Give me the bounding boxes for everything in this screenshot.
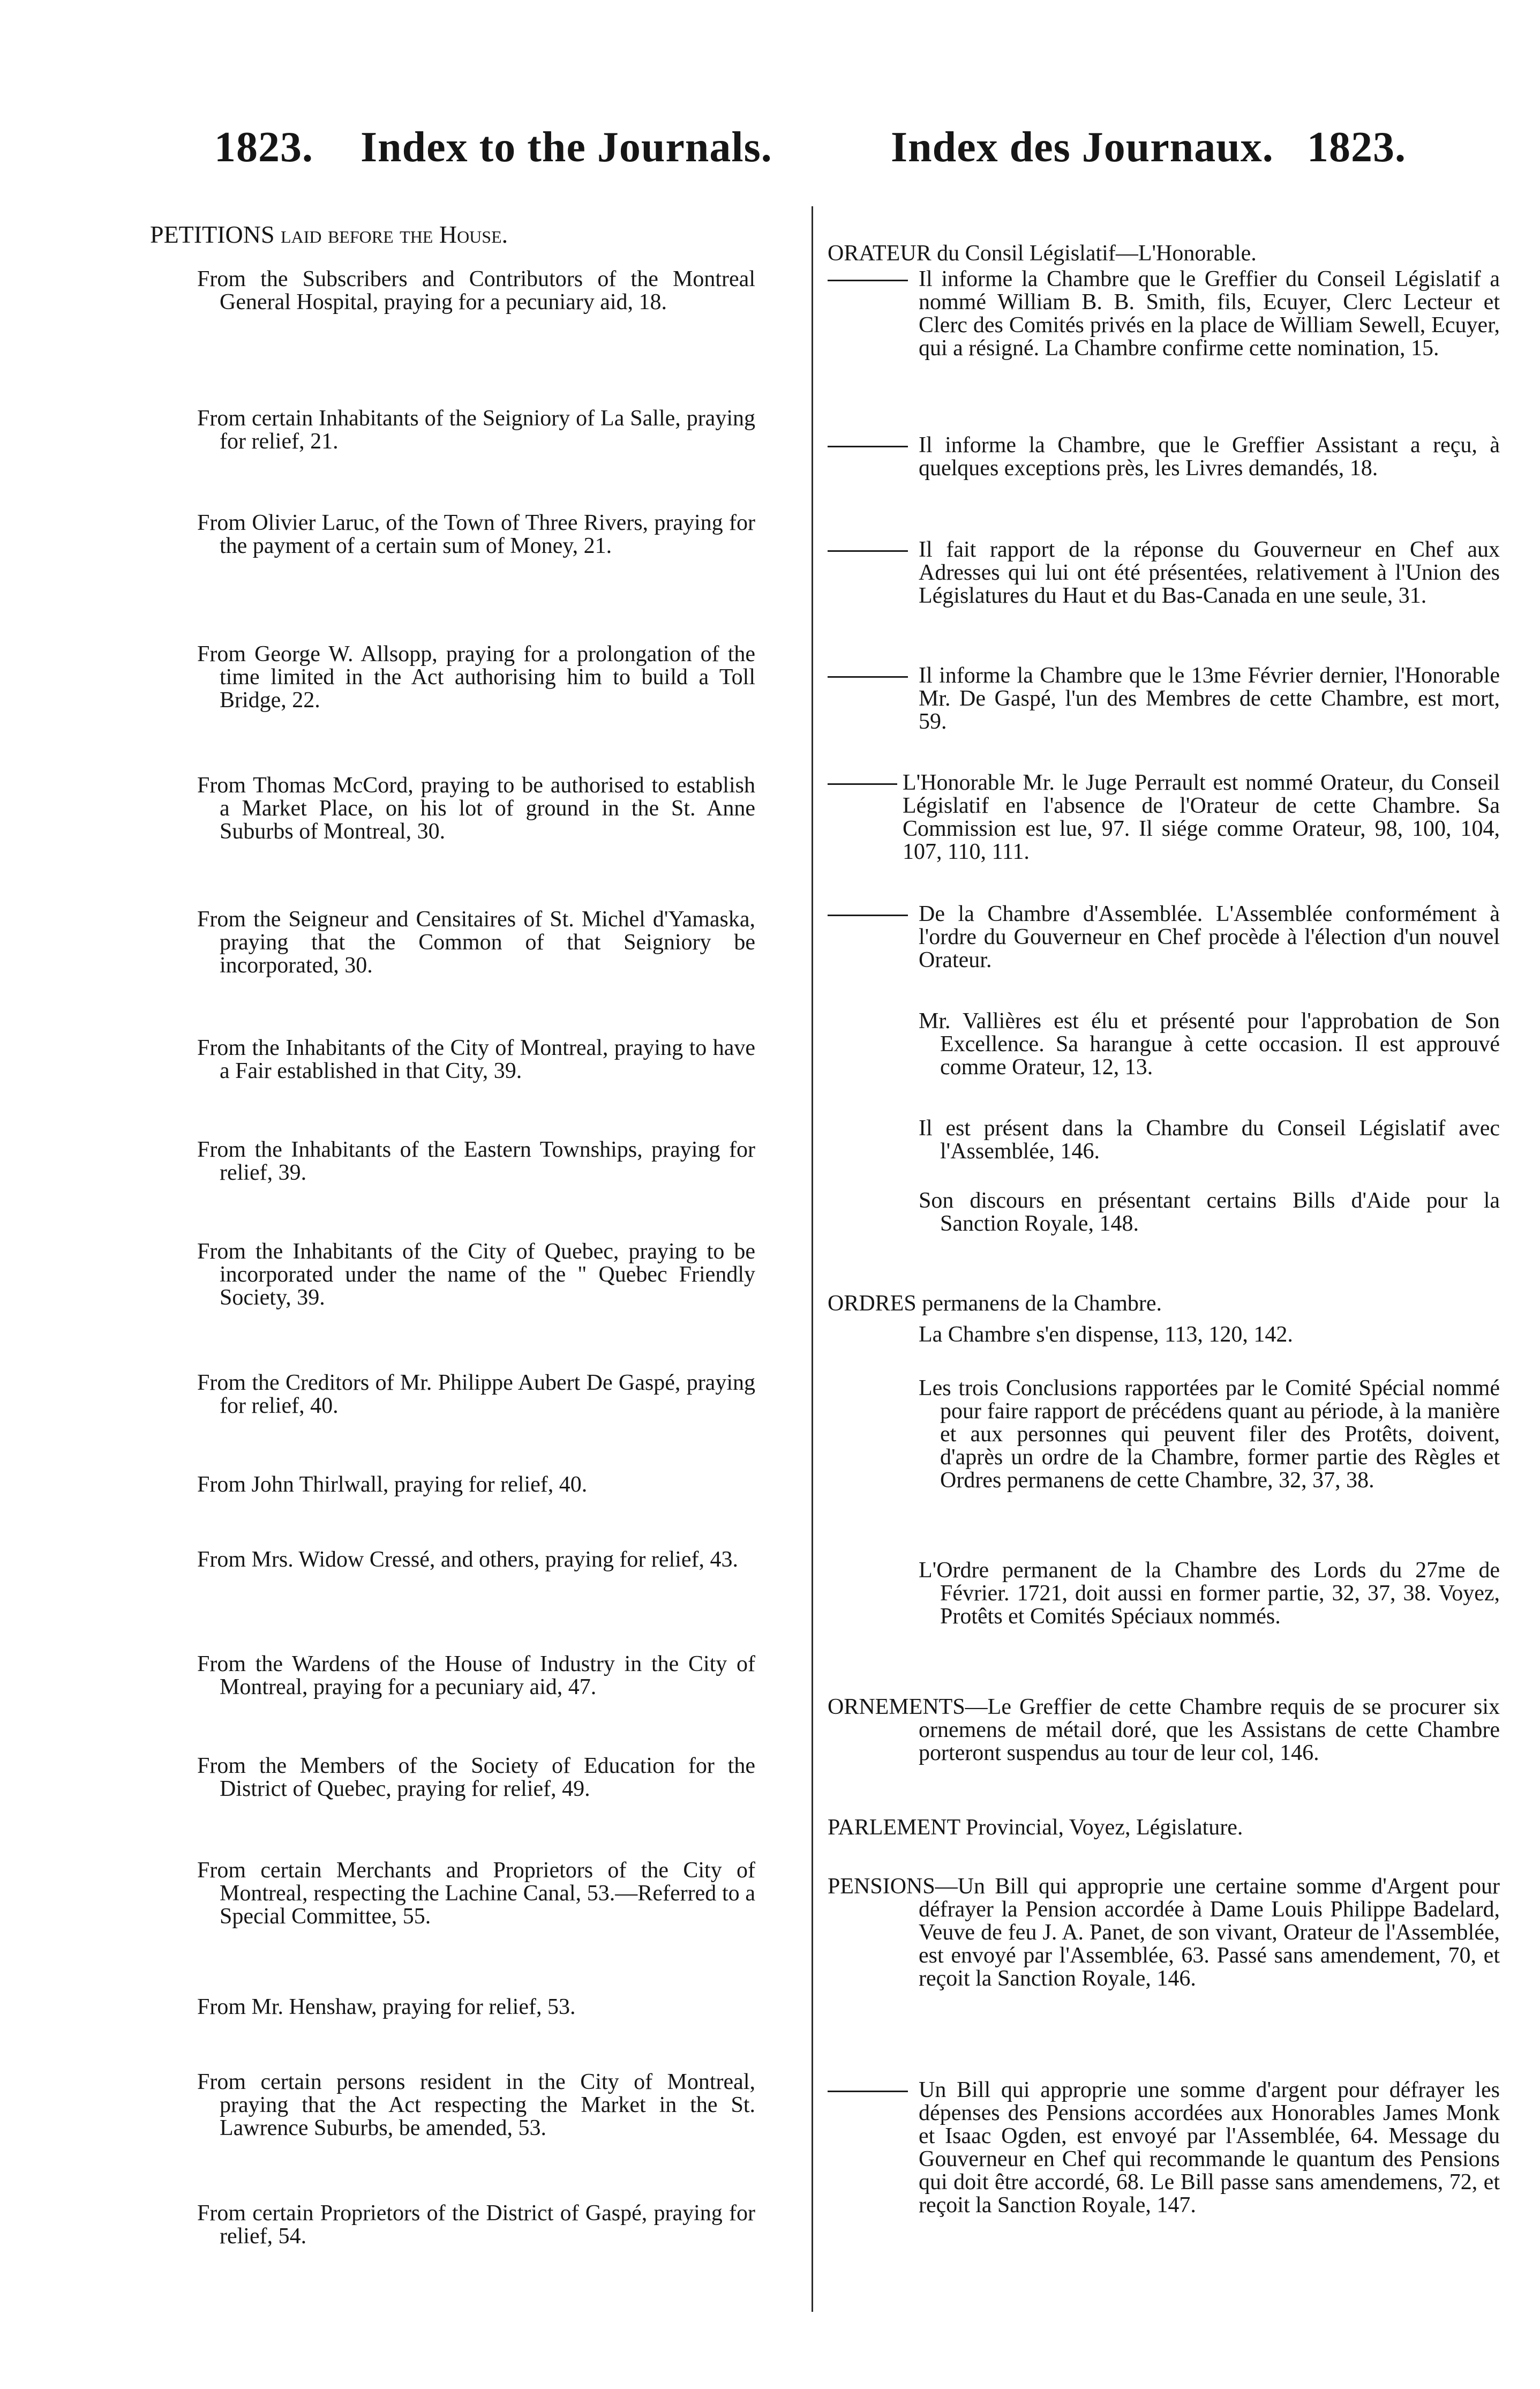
- header-title-english: Index to the Journals.: [360, 124, 772, 171]
- orateur-entry: [828, 538, 1500, 608]
- ordres-entry: Les trois Conclusions rapportées par le Comité Spécial nommé pour faire rapport de précédens quant au période, à la manière et aux personnes qui peuvent filer des Protêts, doivent, d'après un ordre de la Chambre, former partie des Règles et Ordres permanens de cette Chambre, 32, 37, 38.: [919, 1376, 1500, 1493]
- pensions-subentry: [828, 2079, 1500, 2217]
- petition-entry: From certain persons resident in the City of Montreal, praying that the Act respecting the Market in the St. Lawrence Suburbs, be amended, 53.: [197, 2070, 755, 2140]
- header-year-right: 1823.: [1307, 124, 1406, 171]
- petition-entry: From Olivier Laruc, of the Town of Three Rivers, praying for the payment of a certain sum of Money, 21.: [197, 511, 755, 558]
- orateur-subentry: Mr. Vallières est élu et présenté pour l'approbation de Son Excellence. Sa harangue à cette occasion. Il est approuvé comme Orateur, 12, 13.: [919, 1009, 1500, 1080]
- orateur-assemblee-entry: [828, 903, 1500, 972]
- orateur-subentry: Son discours en présentant certains Bills d'Aide pour la Sanction Royale, 148.: [919, 1188, 1500, 1236]
- petition-entry: From the Creditors of Mr. Philippe Aubert De Gaspé, praying for relief, 40.: [197, 1371, 755, 1418]
- petition-entry: From George W. Allsopp, praying for a prolongation of the time limited in the Act authorising him to build a Toll Bridge, 22.: [197, 642, 755, 713]
- orateur-heading: ORATEUR du Consil Législatif—L'Honorable.: [828, 241, 1257, 266]
- ornements-entry: ORNEMENTS—Le Greffier de cette Chambre requis de se procurer six ornemens de métail doré, que les Assistans de cette Chambre porteront suspendus au tour de leur col, 146.: [828, 1695, 1500, 1765]
- orateur-entry: [828, 434, 1500, 480]
- orateur-entry-text: Il informe la Chambre, que le Greffier Assistant a reçu, à quelques exceptions près, les Livres demandés, 18.: [919, 433, 1500, 481]
- ditto-rule: [828, 783, 897, 785]
- petition-entry: From Mr. Henshaw, praying for relief, 53.: [197, 1995, 576, 2019]
- petition-entry: From the Subscribers and Contributors of the Montreal General Hospital, praying for a pecuniary aid, 18.: [197, 267, 755, 314]
- column-divider: [812, 206, 813, 2312]
- petition-entry: From the Wardens of the House of Industry in the City of Montreal, praying for a pecuniary aid, 47.: [197, 1652, 755, 1699]
- orateur-entry-text: Il fait rapport de la réponse du Gouverneur en Chef aux Adresses qui lui ont été présentées, relativement à l'Union des Législatures du Haut et du Bas-Canada en une seule, 31.: [919, 537, 1500, 608]
- header-title-french: Index des Journaux.: [891, 124, 1274, 171]
- petition-entry: From certain Inhabitants of the Seigniory of La Salle, praying for relief, 21.: [197, 406, 755, 454]
- orateur-subentry: Il est présent dans la Chambre du Conseil Législatif avec l'Assemblée, 146.: [919, 1116, 1500, 1164]
- ordres-entry: L'Ordre permanent de la Chambre des Lords du 27me de Février. 1721, doit aussi en former partie, 32, 37, 38. Voyez, Protêts et Comités Spéciaux nommés.: [919, 1558, 1500, 1629]
- orateur-entry-text: Il informe la Chambre que le Greffier du Conseil Législatif a nommé William B. B. Smith, fils, Ecuyer, Clerc Lecteur et Clerc des Comités privés en la place de William Sewell, Ecuyer, qui a résigné. La Chambre confirme cette nomination, 15.: [919, 267, 1500, 361]
- ordres-entry: La Chambre s'en dispense, 113, 120, 142.: [919, 1322, 1293, 1347]
- orateur-entry: [828, 268, 1500, 360]
- ditto-rule: [828, 280, 908, 281]
- orateur-entry: [828, 664, 1500, 733]
- petition-entry: From John Thirlwall, praying for relief, 40.: [197, 1472, 588, 1497]
- petition-entry: From the Inhabitants of the City of Montreal, praying to have a Fair established in that City, 39.: [197, 1036, 755, 1083]
- petition-entry: From the Members of the Society of Education for the District of Quebec, praying for relief, 49.: [197, 1754, 755, 1801]
- petition-entry: From Thomas McCord, praying to be authorised to establish a Market Place, on his lot of ground in the St. Anne Suburbs of Montreal, 30.: [197, 773, 755, 844]
- pensions-subentry-text: Un Bill qui approprie une somme d'argent pour défrayer les dépenses des Pensions accordées aux Honorables James Monk et Isaac Ogden, est envoyé par l'Assemblée, 64. Message du Gouverneur en Chef qui recommande le quantum des Pensions qui doit être accordé, 68. Le Bill passe sans amendemens, 72, et reçoit la Sanction Royale, 147.: [919, 2078, 1500, 2218]
- ditto-rule: [828, 2091, 908, 2092]
- header-year-left: 1823.: [214, 124, 313, 171]
- petition-entry: From the Seigneur and Censitaires of St. Michel d'Yamaska, praying that the Common of that Seigniory be incorporated, 30.: [197, 907, 755, 978]
- petition-entry: From the Inhabitants of the Eastern Townships, praying for relief, 39.: [197, 1137, 755, 1185]
- ditto-rule: [828, 446, 908, 447]
- orateur-assemblee-text: De la Chambre d'Assemblée. L'Assemblée conformément à l'ordre du Gouverneur en Chef procède à l'élection d'un nouvel Orateur.: [919, 902, 1500, 972]
- pensions-entry: PENSIONS—Un Bill qui approprie une certaine somme d'Argent pour défrayer la Pension accordée à Dame Louis Philippe Badelard, Veuve de feu J. A. Panet, de son vivant, Orateur de l'Assemblée, est envoyé par l'Assemblée, 63. Passé sans amendement, 70, et reçoit la Sanction Royale, 146.: [828, 1874, 1500, 1991]
- ditto-rule: [828, 550, 908, 552]
- left-column: [150, 220, 809, 2249]
- orateur-entry-text: Il informe la Chambre que le 13me Février dernier, l'Honorable Mr. De Gaspé, l'un des Membres de cette Chambre, est mort, 59.: [919, 663, 1500, 734]
- ordres-heading: ORDRES permanens de la Chambre.: [828, 1291, 1162, 1316]
- petition-entry: From Mrs. Widow Cressé, and others, praying for relief, 43.: [197, 1547, 739, 1572]
- ditto-rule: [828, 676, 908, 678]
- petition-entry: From certain Merchants and Proprietors of the City of Montreal, respecting the Lachine Canal, 53.—Referred to a Special Committee, 55.: [197, 1858, 755, 1929]
- petition-entry: From the Inhabitants of the City of Quebec, praying to be incorporated under the name of the " Quebec Friendly Society, 39.: [197, 1239, 755, 1310]
- orateur-entry-text: L'Honorable Mr. le Juge Perrault est nommé Orateur, du Conseil Législatif en l'absence de l'Orateur de cette Chambre. Sa Commission est lue, 97. Il siége comme Orateur, 98, 100, 104, 107, 110, 111.: [903, 770, 1500, 864]
- petitions-heading: PETITIONS laid before the House.: [150, 221, 508, 248]
- orateur-entry: [828, 772, 1500, 864]
- petition-entry: From certain Proprietors of the District of Gaspé, praying for relief, 54.: [197, 2201, 755, 2249]
- parlement-entry: PARLEMENT Provincial, Voyez, Législature.: [828, 1815, 1243, 1840]
- ditto-rule: [828, 915, 908, 916]
